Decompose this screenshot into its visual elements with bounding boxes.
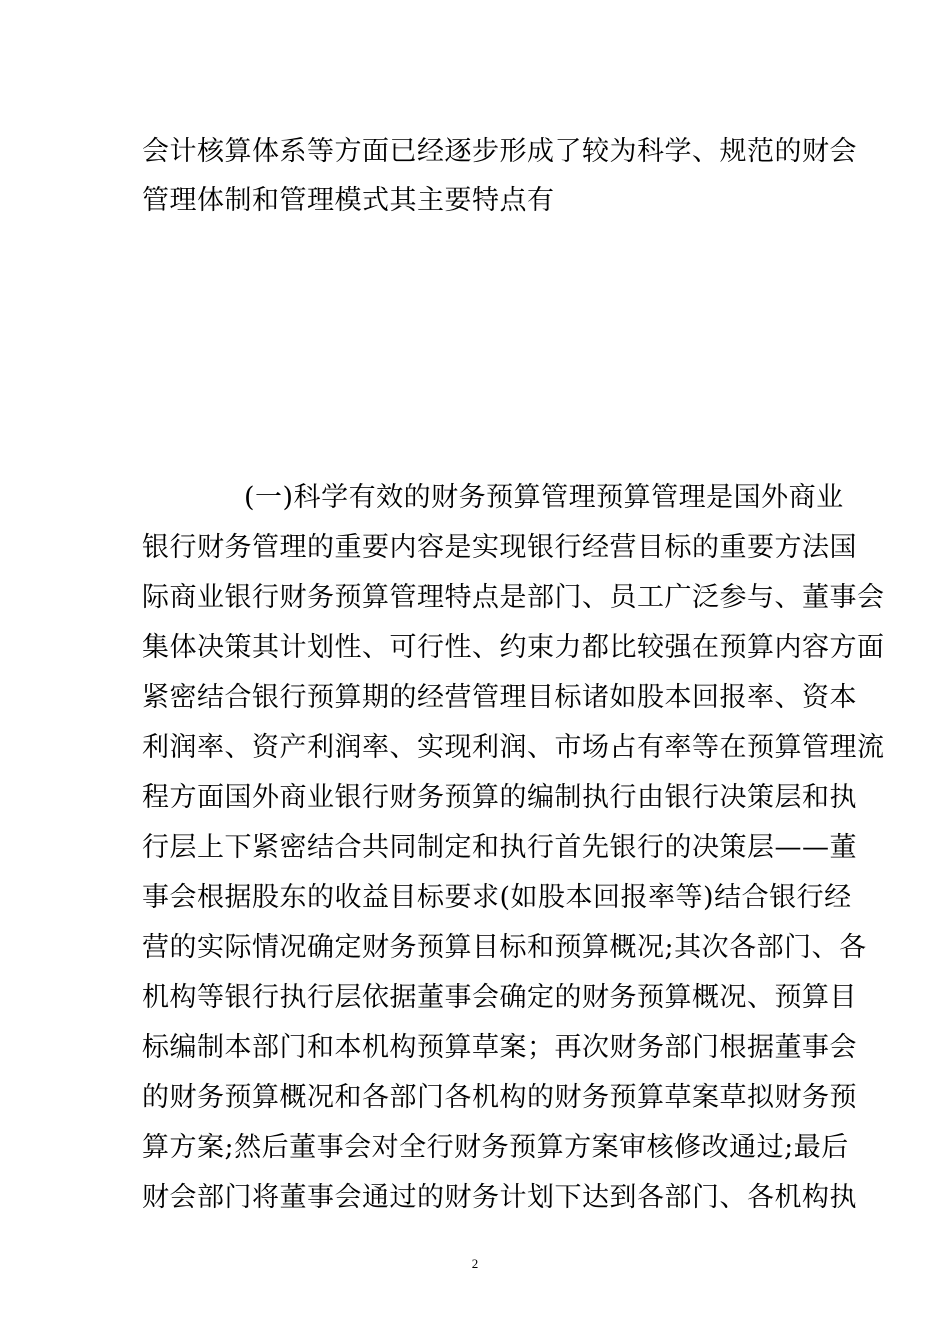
paragraph-2-line-2: 银行财务管理的重要内容是实现银行经营目标的重要方法国 [142,532,857,563]
paragraph-2-line-6: 利润率、资产利润率、实现利润、市场占有率等在预算管理流 [142,732,885,763]
paragraph-2-line-13: 的财务预算概况和各部门各机构的财务预算草案草拟财务预 [142,1082,857,1113]
paragraph-2-line-5: 紧密结合银行预算期的经营管理目标诸如股本回报率、资本 [142,682,857,713]
paragraph-2-line-9: 事会根据股东的收益目标要求(如股本回报率等)结合银行经 [142,882,852,913]
paragraph-2-line-11: 机构等银行执行层依据董事会确定的财务预算概况、预算目 [142,982,857,1013]
paragraph-2-line-3: 际商业银行财务预算管理特点是部门、员工广泛参与、董事会 [142,582,885,613]
paragraph-2-line-10: 营的实际情况确定财务预算目标和预算概况;其次各部门、各 [142,932,867,963]
paragraph-2-line-8: 行层上下紧密结合共同制定和执行首先银行的决策层——董 [142,832,857,863]
paragraph-2-line-4: 集体决策其计划性、可行性、约束力都比较强在预算内容方面 [142,632,885,663]
paragraph-2-line-15: 财会部门将董事会通过的财务计划下达到各部门、各机构执 [142,1182,857,1213]
paragraph-2-line-12: 标编制本部门和本机构预算草案；再次财务部门根据董事会 [142,1032,857,1063]
paragraph-1-line-2: 管理体制和管理模式其主要特点有 [142,185,555,216]
paragraph-2-line-14: 算方案;然后董事会对全行财务预算方案审核修改通过;最后 [142,1132,849,1163]
paragraph-2-line-7: 程方面国外商业银行财务预算的编制执行由银行决策层和执 [142,782,857,813]
paragraph-2-line-1: (一)科学有效的财务预算管理预算管理是国外商业 [244,482,844,513]
page-number: 2 [471,1256,479,1271]
paragraph-1-line-1: 会计核算体系等方面已经逐步形成了较为科学、规范的财会 [142,136,857,167]
